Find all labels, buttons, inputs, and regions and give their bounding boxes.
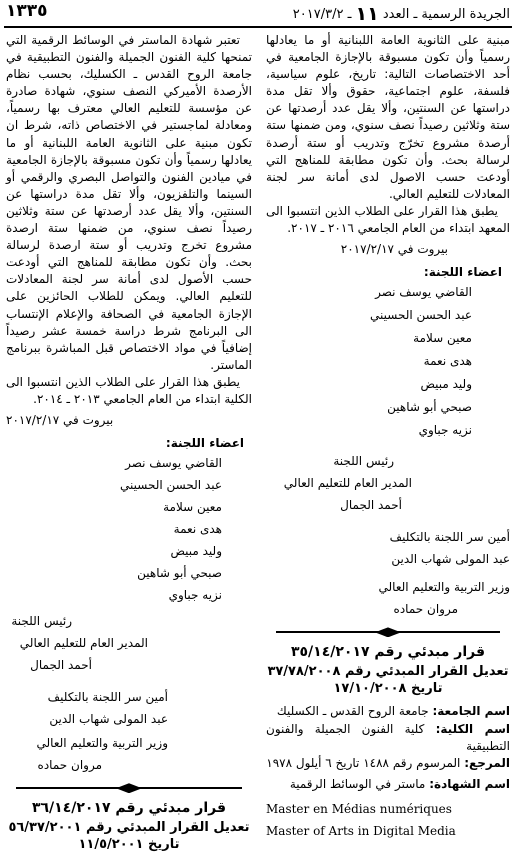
secretary-name: عبد المولى شهاب الدين <box>49 712 168 727</box>
secretary-label: أمين سر اللجنة بالتكليف <box>389 530 510 545</box>
decision-title: قرار مبدئي رقم ٣٦/١٤/٢٠١٧ <box>31 800 227 817</box>
divider-diamond <box>116 783 142 793</box>
degree-value: ماستر في الوسائط الرقمية <box>289 776 426 791</box>
decision-amendment: تعديل القرار المبدئي رقم ٥٦/٣٧/٢٠٠١ <box>8 820 250 836</box>
committee-member: عبد الحسن الحسيني <box>120 478 222 493</box>
decision-amendment: تعديل القرار المبدئي رقم ٣٧/٧٨/٢٠٠٨ <box>267 664 509 680</box>
committee-member: هدى نعمة <box>173 522 222 537</box>
committee-member: صبحي أبو شاهين <box>387 400 472 415</box>
reference-value: المرسوم رقم ١٤٨٨ تاريخ ٦ أيلول ١٩٧٨ <box>266 755 461 770</box>
committee-heading: اعضاء اللجنة: <box>423 265 502 280</box>
page-number: ١٣٣٥ <box>6 1 48 21</box>
university-label: اسم الجامعة: <box>432 704 510 719</box>
body-paragraph: تعتبر شهادة الماستر في الوسائط الرقمية التي تمنحها كلية الفنون الجميلة والفنون التطبيقية في جامعة الروح القدس ـ الكسليك، بحسب نظام الأرصدة الأميركي النصف سنوي، شهادة صادرة عن مؤسسة للتعليم العالي معترف بها رسمياً، ومعادلة لماجستير في الاختصاص ذاته، شرط ان تكون مبنية على الثانوية العامة اللبنانية أو ما يعادلها رسمياً وأن تكون مسبوقة بالإجازة الجامعية في ميادين الفنون والتواصل البصري والرقمي أو السينما والتلفزيون، وألا تقل مدة دراستها عن السنتين، وألا يقل عدد أرصدتها عن ستة وثلاثين رصيداً نصف سنوي، من ضمنها ستة ارصدة مشروع تخرج وتدريب أو ستة ارصدة لرسالة بحث. وأن تكون مطابقة للمناهج التي أودعت حسب الأصول لدى أمانة سر لجنة المعادلات للتعليم العالي. ويمكن للطلاب الحائزين على الإجازة الجامعية في الصحافة والإعلام الإنتساب الى البرنامج شرط دراسة خمسة عشر رصيداً إضافياً في مواد الاختصاص قبل المباشرة ببرنامج الماستر. <box>6 33 252 372</box>
college-row <box>266 721 510 755</box>
divider-diamond <box>375 627 401 637</box>
minister-label: وزير التربية والتعليم العالي <box>36 736 168 751</box>
committee-member: عبد الحسن الحسيني <box>370 308 472 323</box>
page-header <box>0 0 516 24</box>
decision-title: قرار مبدئي رقم ٣٥/١٤/٢٠١٧ <box>290 644 486 661</box>
committee-role: المدير العام للتعليم العالي <box>283 476 412 491</box>
decision-amendment-date: تاريخ ١٧/١٠/٢٠٠٨ <box>333 681 443 697</box>
committee-role: المدير العام للتعليم العالي <box>19 636 148 651</box>
committee-member: صبحي أبو شاهين <box>137 566 222 581</box>
minister-name: مروان حماده <box>393 602 458 617</box>
committee-role: أحمد الجمال <box>30 658 92 673</box>
committee-member: معين سلامة <box>413 331 472 346</box>
applicability-paragraph: يطبق هذا القرار على الطلاب الذين انتسبوا الى الكلية ابتداء من العام الجامعي ٢٠١٣ ـ ٢٠١٤. <box>6 374 252 406</box>
section-divider <box>6 780 252 796</box>
header-issue: ١١ <box>355 3 379 25</box>
committee-member: وليد مبيض <box>420 377 472 392</box>
issue-date: بيروت في ٢٠١٧/٢/١٧ <box>6 413 114 428</box>
committee-member: القاضي يوسف نصر <box>375 285 472 300</box>
decision-amendment-date: تاريخ ١١/٥/٢٠٠١ <box>78 837 180 853</box>
committee-heading: اعضاء اللجنة: <box>165 436 244 451</box>
university-row <box>266 703 510 720</box>
committee-role: رئيس اللجنة <box>333 454 394 469</box>
degree-row <box>266 776 510 793</box>
body-paragraph: مبنية على الثانوية العامة اللبنانية أو ما يعادلها رسمياً وأن تكون مسبوقة بالإجازة الجامعية في أحد الاختصاصات التالية: تاريخ، علوم سياسية، فلسفة، علوم اجتماعية، حقوق وألا تقل مدة دراستها عن السنتين، وألا يقل عدد أرصدتها عن ستة وثلاثين رصيداً نصف سنوي، ومن ضمنها ستة أرصدة مشروع تخرّج وتدريب أو ستة أرصدة لرسالة بحث. وأن تكون مطابقة للمناهج التي أودعت حسب الاصول لدى أمانة سر لجنة المعادلات للتعليم العالي. <box>266 33 510 201</box>
committee-role: أحمد الجمال <box>340 498 402 513</box>
committee-member: القاضي يوسف نصر <box>125 456 222 471</box>
applicability-paragraph: يطبق هذا القرار على الطلاب الذين انتسبوا الى المعهد ابتداء من العام الجامعي ٢٠١٦ ـ ٢٠١٧. <box>266 203 510 236</box>
section-divider <box>266 624 510 640</box>
secretary-label: أمين سر اللجنة بالتكليف <box>47 690 168 705</box>
committee-member: وليد مبيض <box>170 544 222 559</box>
minister-name: مروان حماده <box>37 758 102 773</box>
header-date: ـ ٢٠١٧/٣/٢ <box>292 7 352 22</box>
university-value: جامعة الروح القدس ـ الكسليك <box>276 704 429 719</box>
reference-row <box>266 755 510 772</box>
college-value: كلية الفنون الجميلة والفنون التطبيقية <box>266 721 510 753</box>
degree-english: Master of Arts in Digital Media <box>266 823 456 838</box>
degree-label: اسم الشهادة: <box>429 776 510 791</box>
committee-role: رئيس اللجنة <box>11 614 72 629</box>
secretary-name: عبد المولى شهاب الدين <box>391 552 510 567</box>
degree-french: Master en Médias numériques <box>266 801 452 816</box>
committee-member: نزيه جباوي <box>168 588 222 603</box>
reference-label: المرجع: <box>464 755 510 770</box>
minister-label: وزير التربية والتعليم العالي <box>378 580 510 595</box>
header-rule <box>4 26 512 28</box>
header-title <box>293 3 510 25</box>
committee-member: معين سلامة <box>163 500 222 515</box>
committee-member: نزيه جباوي <box>418 423 472 438</box>
college-label: اسم الكلية: <box>435 721 510 736</box>
committee-member: هدى نعمة <box>423 354 472 369</box>
issue-date: بيروت في ٢٠١٧/٢/١٧ <box>340 242 448 257</box>
left-column <box>6 32 252 853</box>
right-column <box>266 32 510 841</box>
header-title-text: الجريدة الرسمية ـ العدد <box>382 7 510 22</box>
